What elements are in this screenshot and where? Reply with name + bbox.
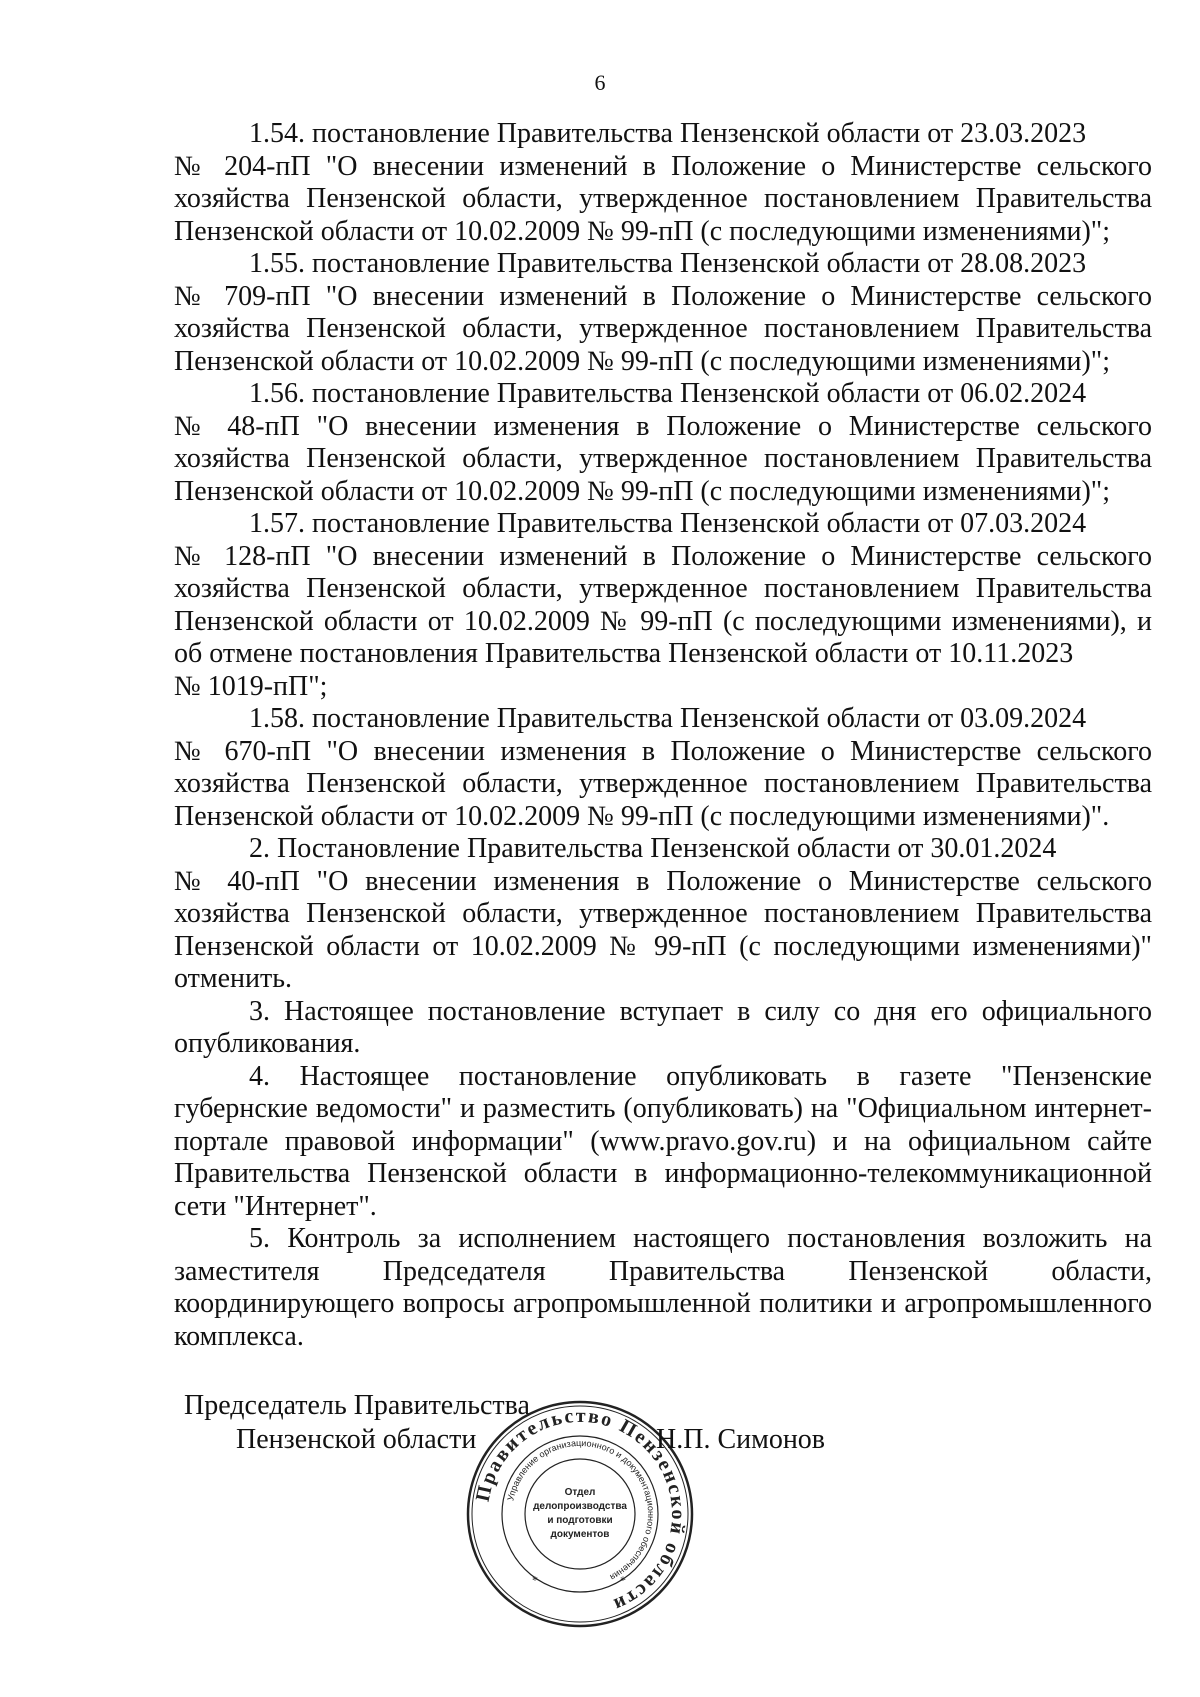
page-number: 6 (594, 70, 606, 95)
paragraph-1-57: 1.57. постановление Правительства Пензенской области от 07.03.2024 № 128-пП "О внесении изменений в Положение о Министерстве сельского хозяйства Пензенской области, утвержденное постановлением Правительства Пензенской области от 10.02.2009 № 99-пП (с последующими изменениями), и об отмене постановления Правительства Пензенской области от 10.11.2023 № 1019-пП"; (174, 508, 1152, 702)
signatory-name: Н.П. Симонов (656, 1424, 826, 1455)
seal-outer-text: Правительство Пензенской области (471, 1404, 690, 1617)
paragraph-1-55: 1.55. постановление Правительства Пензенской области от 28.08.2023 № 709-пП "О внесении изменений в Положение о Министерстве сельского хозяйства Пензенской области, утвержденное постановлением Правительства Пензенской области от 10.02.2009 № 99-пП (с последующими изменениями)"; (174, 248, 1152, 377)
seal-inner-text: Управление организационного и документационного обеспечения (505, 1437, 657, 1583)
signature-block (0, 1390, 1200, 1690)
seal-star-right-icon: * (620, 1573, 626, 1587)
paragraph-4: 4. Настоящее постановление опубликовать в газете "Пензенские губернские ведомости" и разместить (опубликовать) на "Официальном интернет-портале правовой информации" (www.pravo.gov.ru) и на официальном сайте Правительства Пензенской области в информационно-телекоммуникационной сети "Интернет". (174, 1060, 1152, 1222)
paragraph-3: 3. Настоящее постановление вступает в силу со дня его официального опубликования. (174, 995, 1152, 1059)
seal-center-line4: документов (550, 1529, 610, 1540)
document-body (174, 118, 1152, 1353)
signatory-title-line2: Пензенской области (236, 1424, 477, 1455)
paragraph-1-56: 1.56. постановление Правительства Пензенской области от 06.02.2024 № 48-пП "О внесении изменения в Положение о Министерстве сельского хозяйства Пензенской области, утвержденное постановлением Правительства Пензенской области от 10.02.2009 № 99-пП (с последующими изменениями)"; (174, 378, 1152, 507)
paragraph-2: 2. Постановление Правительства Пензенской области от 30.01.2024 № 40-пП "О внесении изменения в Положение о Министерстве сельского хозяйства Пензенской области, утвержденное постановлением Правительства Пензенской области от 10.02.2009 № 99-пП (с последующими изменениями)" отменить. (174, 833, 1152, 994)
paragraph-5: 5. Контроль за исполнением настоящего постановления возложить на заместителя Председателя Правительства Пензенской области, координирующего вопросы агропромышленной политики и агропромышленного комплекса. (174, 1223, 1152, 1352)
seal-center-line2: делопроизводства (533, 1501, 627, 1512)
seal-center-line3: и подготовки (547, 1515, 613, 1526)
paragraph-1-58: 1.58. постановление Правительства Пензенской области от 03.09.2024 № 670-пП "О внесении изменения в Положение о Министерстве сельского хозяйства Пензенской области, утвержденное постановлением Правительства Пензенской области от 10.02.2009 № 99-пП (с последующими изменениями)". (174, 703, 1152, 832)
seal-center-line1: Отдел (564, 1487, 596, 1498)
signatory-title-line1: Председатель Правительства (184, 1390, 530, 1421)
paragraph-1-54: 1.54. постановление Правительства Пензенской области от 23.03.2023 № 204-пП "О внесении изменений в Положение о Министерстве сельского хозяйства Пензенской области, утвержденное постановлением Правительства Пензенской области от 10.02.2009 № 99-пП (с последующими изменениями)"; (174, 118, 1152, 247)
seal-inner-border (525, 1459, 635, 1569)
seal-star-left-icon: * (532, 1573, 538, 1587)
